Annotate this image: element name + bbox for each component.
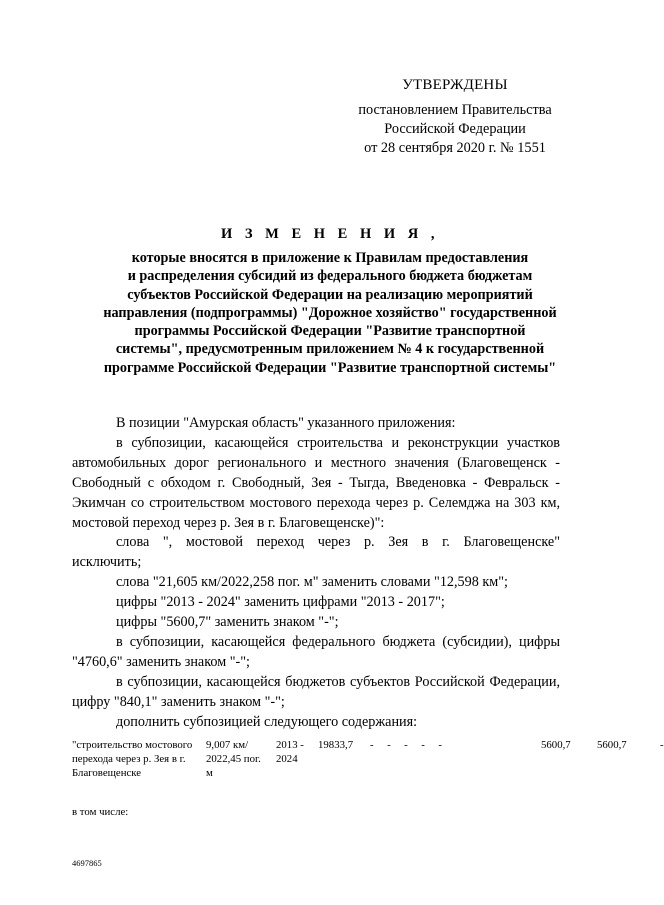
approval-line-2: Российской Федерации [384,121,526,137]
body-paragraph: слова ", мостовой переход через р. Зея в г. Благовещенске" [116,534,560,551]
subtitle-line: программе Российской Федерации "Развитие транспортной системы" [103,359,557,376]
approval-line-3: от 28 сентября 2020 г. № 1551 [364,140,546,156]
subtitle-line: программы Российской Федерации "Развитие транспортной [134,323,526,340]
document-body [72,414,560,733]
body-paragraph: В позиции "Амурская область" указанного приложения: [116,415,456,431]
body-paragraph: слова "21,605 км/2022,258 пог. м" заменить словами "12,598 км"; [116,574,508,591]
body-paragraph: цифры "5600,7" заменить знаком "-"; [116,614,339,631]
subtitle-line: которые вносятся в приложение к Правилам предоставления [131,250,529,266]
document-number: 4697865 [72,858,102,868]
approval-heading: УТВЕРЖДЕНЫ [402,77,508,93]
row-value-total: 19833,7 [318,739,354,751]
subtitle-line: системы", предусмотренным приложением № 4 к государственной [115,341,545,358]
row-value-2: 5600,7 [541,739,571,751]
row-period: 2013 - 2024 [276,739,304,766]
document-subtitle [60,249,600,377]
body-paragraph: в субпозиции, касающейся бюджетов субъектов Российской Федерации, цифру "840,1" заменить знаком "-"; [72,673,560,710]
document-title: И З М Е Н Е Н И Я , [220,226,440,242]
subtitle-line: субъектов Российской Федерации на реализацию мероприятий [127,286,533,303]
body-paragraph: исключить; [72,554,142,571]
body-paragraph: дополнить субпозицией следующего содержания: [116,713,418,730]
row-volume: 9,007 км/ 2022,45 пог. м [206,739,261,780]
row-dashes: - - - - - [370,739,442,751]
row-value-3: 5600,7 [597,739,627,751]
row-dash-end: - [660,739,664,751]
row-name: "строительство мостового перехода через р. Зея в г. Благовещенске [72,739,193,780]
body-paragraph: цифры "2013 - 2024" заменить цифрами "2013 - 2017"; [116,594,445,611]
approval-stamp [330,76,580,158]
including-label: в том числе: [72,806,129,818]
approval-line-1: постановлением Правительства [358,102,552,118]
body-paragraph: в субпозиции, касающейся строительства и реконструкции участков автомобильных дорог регионального и местного значения (Благовещенск - Свободный с обходом г. Свободный, Зея - Тыгда, Введеновка - Февральск - Экимчан со строительством мостового перехода через р. Селемджа на 303 км, мостовой переход через р. Зея в г. Благовещенске)": [72,434,560,531]
subtitle-line: направления (подпрограммы) "Дорожное хозяйство" государственной [103,304,557,321]
subtitle-line: и распределения субсидий из федерального бюджета бюджетам [127,268,533,285]
body-paragraph: в субпозиции, касающейся федерального бюджета (субсидии), цифры "4760,6" заменить знаком "-"; [72,633,560,670]
